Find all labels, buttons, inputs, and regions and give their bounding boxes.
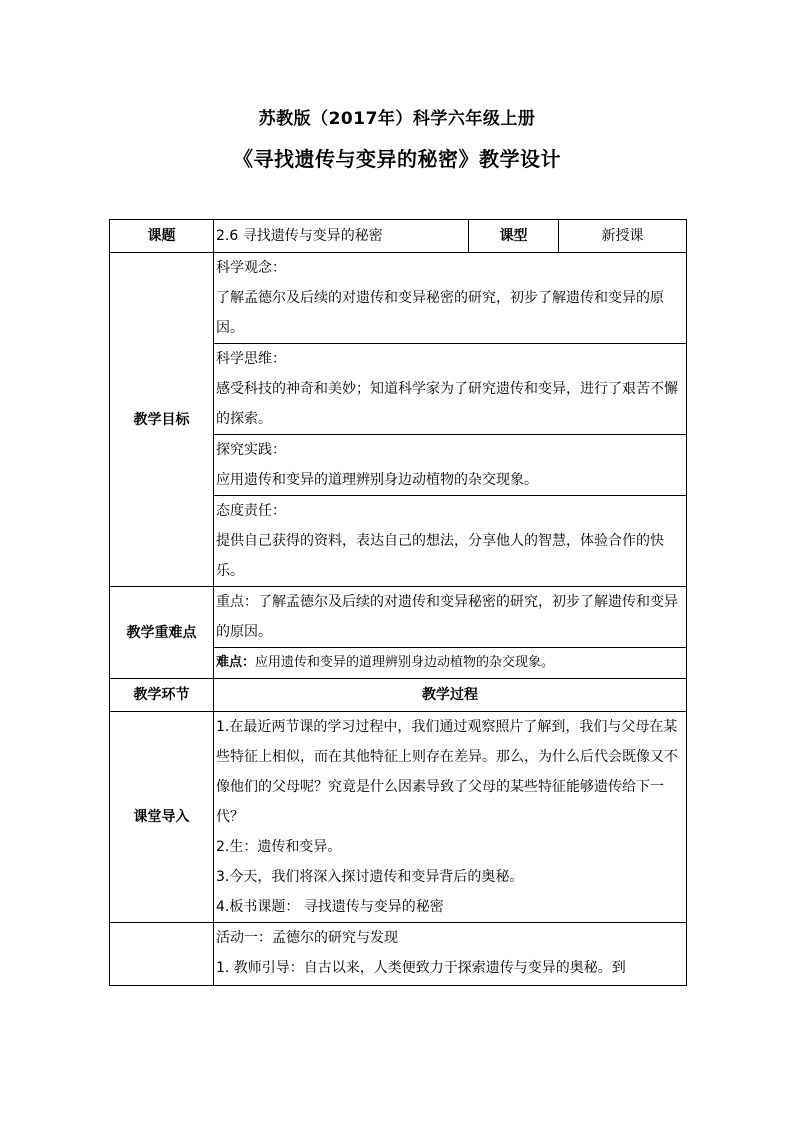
- objective-heading: 科学思维：: [216, 351, 286, 367]
- label-objectives: 教学目标: [110, 253, 214, 587]
- objective-heading: 态度责任：: [216, 503, 286, 519]
- difficult-point-text: 应用遗传和变异的道理辨别身边动植物的杂交现象。: [255, 655, 555, 670]
- difficult-point-prefix: 难点：: [216, 655, 256, 670]
- table-row-process-header: [110, 679, 687, 712]
- activity-title: 活动一：孟德尔的研究与发现: [216, 930, 398, 946]
- difficult-point-cell: [214, 648, 687, 679]
- objective-body: 了解孟德尔及后续的对遗传和变异秘密的研究，初步了解遗传和变异的原因。: [216, 290, 664, 336]
- intro-line-3: 3.今天，我们将深入探讨遗传和变异背后的奥秘。: [216, 869, 524, 885]
- objective-body: 应用遗传和变异的道理辨别身边动植物的杂交现象。: [216, 472, 538, 488]
- document-title: 《寻找遗传与变异的秘密》教学设计: [233, 147, 561, 171]
- objective-body: 提供自己获得的资料，表达自己的想法，分享他人的智慧，体验合作的快乐。: [216, 533, 664, 579]
- table-row-intro: [110, 712, 687, 923]
- table-row-objective-1: [110, 253, 687, 344]
- document-subtitle: 苏教版（2017年）科学六年级上册: [258, 109, 536, 129]
- objective-heading: 探究实践：: [216, 442, 286, 458]
- intro-cell: [214, 712, 687, 923]
- objective-cell-4: [214, 496, 687, 587]
- intro-line-4: 4.板书课题： 寻找遗传与变异的秘密: [216, 899, 444, 915]
- table-row-activity: [110, 923, 687, 986]
- objective-cell-2: [214, 344, 687, 435]
- value-lesson-type: 新授课: [559, 220, 687, 253]
- label-activity-empty: [110, 923, 214, 986]
- key-point-cell: 重点：了解孟德尔及后续的对遗传和变异秘密的研究，初步了解遗传和变异的原因。: [214, 587, 687, 648]
- label-key-points: 教学重难点: [110, 587, 214, 679]
- intro-line-2: 2.生：遗传和变异。: [216, 839, 342, 855]
- label-topic: 课题: [110, 220, 214, 253]
- objective-body: 感受科技的神奇和美妙；知道科学家为了研究遗传和变异，进行了艰苦不懈的探索。: [216, 381, 678, 427]
- table-row-key-point: [110, 587, 687, 648]
- label-teaching-stage: 教学环节: [110, 679, 214, 712]
- intro-line-1: 1.在最近两节课的学习过程中，我们通过观察照片了解到，我们与父母在某些特征上相似，而在其他特征上则存在差异。那么，为什么后代会既像又不像他们的父母呢？究竟是什么因素导致了父母的某些特征能够遗传给下一代？: [216, 719, 678, 825]
- label-lesson-type: 课型: [469, 220, 559, 253]
- lesson-plan-table: [109, 219, 687, 986]
- objective-cell-1: [214, 253, 687, 344]
- objective-cell-3: [214, 435, 687, 496]
- label-intro: 课堂导入: [110, 712, 214, 923]
- activity-line-1: 1. 教师引导：自古以来，人类便致力于探索遗传与变异的奥秘。到: [216, 960, 626, 976]
- value-topic: 2.6 寻找遗传与变异的秘密: [214, 220, 469, 253]
- objective-heading: 科学观念：: [216, 260, 286, 276]
- label-teaching-process: 教学过程: [214, 679, 687, 712]
- table-row-topic: [110, 220, 687, 253]
- activity-cell: [214, 923, 687, 986]
